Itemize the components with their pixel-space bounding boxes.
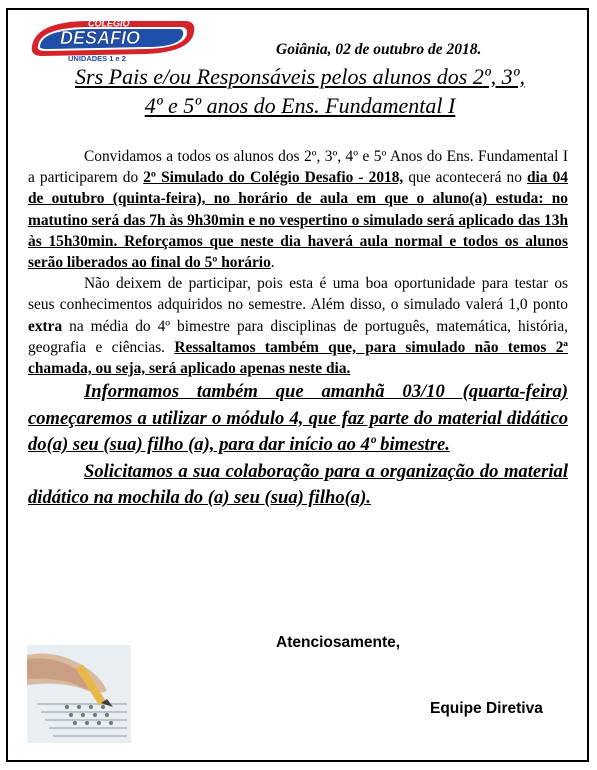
participation-text-b: na média do 4º bimestre para disciplinas de português, matemática, história, geografia e ciências. [28,317,568,356]
title-line-2: 4º e 5º anos do Ens. Fundamental I [144,93,456,118]
salutation: Atenciosamente, [276,634,401,651]
invitation-mid: que acontecerá no [403,169,527,187]
hand-writing-exam-image [27,645,131,743]
signature: Equipe Diretiva [430,700,543,717]
letter-body [28,146,568,512]
logo-brand-top: COLÉGIO [88,18,130,29]
title-line-1: Srs Pais e/ou Responsáveis pelos alunos dos 2º, 3º, [75,64,525,89]
paragraph-participation [28,273,568,379]
event-details: dia 04 de outubro (quinta-feira), no horário de aula em que o aluno(a) estuda: no matutino será das 7h às 9h30min e no vespertino o simulado será aplicado das 13h às 15h30min. Reforçamos que neste dia haverá aula normal e todos os alunos serão liberados ao final do 5º horário [28,169,568,272]
invitation-end: . [270,254,275,272]
paragraph-collaboration: Solicitamos a sua colaboração para a organização do material didático na mochila do (a) seu (sua) filho(a). [28,460,568,509]
event-name: 2º Simulado do Colégio Desafio - 2018, [143,169,404,187]
logo-brand-sub: UNIDADES 1 e 2 [68,54,126,62]
colegio-desafio-logo [26,16,198,62]
invitation-intro: Convidamos a todos os alunos dos 2º, 3º, 4º e 5º Anos do Ens. Fundamental I a participarem do [28,148,568,187]
participation-text-a: Não deixem de participar, pois esta é uma boa oportunidade para testar os seus conhecimentos adquiridos no semestre. Além disso, o simulado valerá 1,0 ponto [28,275,568,314]
paragraph-invitation [28,146,568,273]
page-title [20,62,580,120]
second-call-notice: Ressaltamos também que, para simulado não temos 2ª chamada, ou seja, será aplicado apenas neste dia. [28,338,568,378]
logo-brand-main: DESAFIO [60,28,141,48]
date-line: Goiânia, 02 de outubro de 2018. [276,41,482,58]
paragraph-module-4: Informamos também que amanhã 03/10 (quarta-feira) começaremos a utilizar o módulo 4, que faz parte do material didático do(a) seu (sua) filho (a), para dar início ao 4º bimestre. [28,381,568,456]
extra-word: extra [28,317,63,335]
